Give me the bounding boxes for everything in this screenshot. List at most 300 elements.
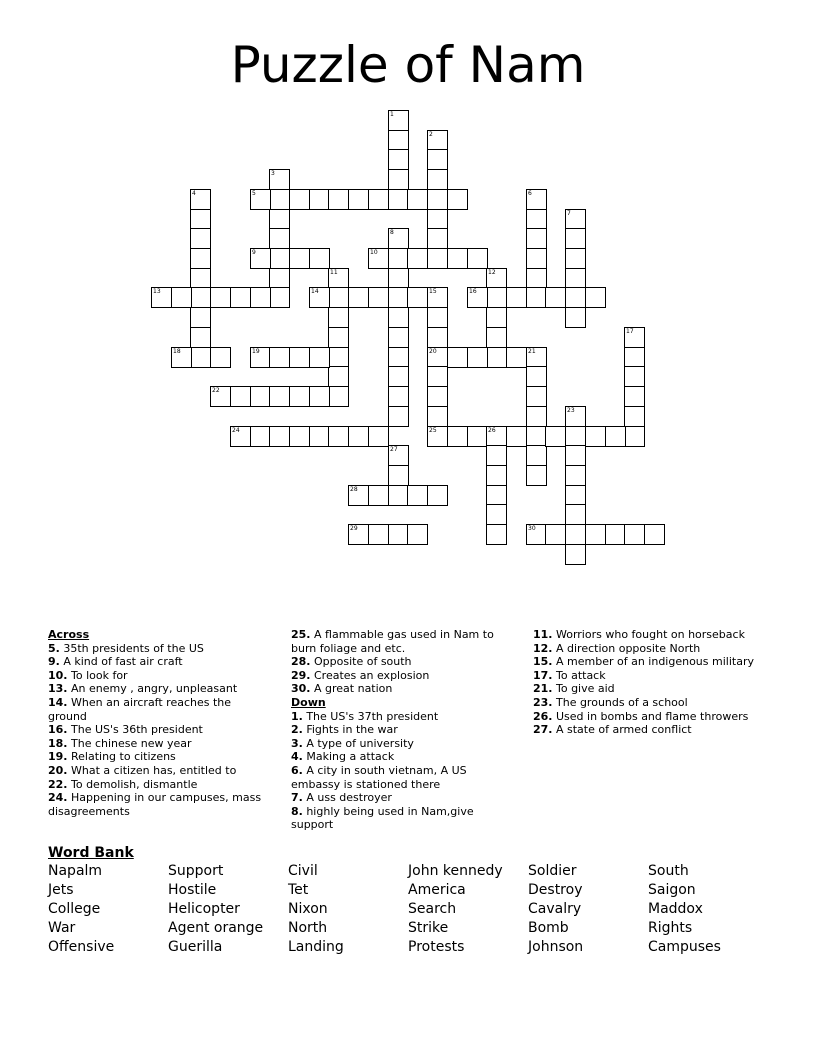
clue-text: Happening in our campuses, mass disagreements (48, 791, 262, 818)
grid-cell[interactable] (190, 268, 211, 289)
clue-item (291, 737, 516, 751)
grid-cell[interactable] (190, 307, 211, 328)
grid-cell[interactable] (328, 386, 349, 407)
word-bank-word: Guerilla (168, 939, 223, 955)
clue-number: 1. (291, 709, 303, 723)
word-bank-word: Hostile (168, 882, 217, 898)
clue-number: 23 (567, 407, 575, 414)
clue-item (48, 750, 273, 764)
grid-cell[interactable] (605, 426, 626, 447)
clue-text: Used in bombs and flame throwers (552, 709, 749, 723)
grid-cell[interactable] (388, 287, 409, 308)
clues-column-1 (48, 628, 273, 818)
word-bank-word: John kennedy (408, 863, 503, 879)
grid-cell[interactable] (269, 347, 290, 368)
grid-cell[interactable] (467, 347, 488, 368)
word-bank-word: Soldier (528, 863, 577, 879)
clue-number: 20. (48, 763, 68, 777)
clue-number: 3 (271, 170, 275, 177)
grid-cell[interactable] (388, 347, 409, 368)
clue-text: The US's 37th president (302, 709, 439, 723)
word-bank-word: Rights (648, 920, 693, 936)
grid-cell[interactable] (427, 248, 448, 269)
grid-cell[interactable] (328, 327, 349, 348)
grid-cell[interactable] (388, 524, 409, 545)
grid-cell[interactable] (289, 426, 310, 447)
grid-cell[interactable] (447, 248, 468, 269)
grid-cell[interactable] (565, 209, 586, 230)
clue-item (48, 655, 273, 669)
grid-cell[interactable] (190, 209, 211, 230)
word-bank-word: Maddox (648, 901, 703, 917)
clue-heading-down: Down (291, 695, 326, 709)
clue-item (291, 669, 516, 683)
word-bank-title: Word Bank (48, 845, 134, 861)
grid-cell[interactable] (486, 327, 507, 348)
clue-number: 2 (429, 131, 433, 138)
grid-cell[interactable] (565, 485, 586, 506)
grid-cell[interactable] (486, 287, 507, 308)
puzzle-title: Puzzle of Nam (230, 36, 586, 94)
grid-cell[interactable] (526, 268, 547, 289)
grid-cell[interactable] (388, 406, 409, 427)
grid-cell[interactable] (486, 524, 507, 545)
grid-cell[interactable] (486, 465, 507, 486)
clue-text: highly being used in Nam,give support (291, 804, 474, 832)
grid-cell[interactable] (388, 465, 409, 486)
clue-text: A direction opposite North (552, 641, 701, 655)
grid-cell[interactable] (388, 485, 409, 506)
grid-cell[interactable] (388, 189, 409, 210)
clue-number: 28 (350, 486, 358, 493)
grid-cell[interactable] (250, 189, 271, 210)
word-bank-word: Offensive (48, 939, 115, 955)
grid-cell[interactable] (565, 228, 586, 249)
grid-cell[interactable] (328, 347, 349, 368)
grid-cell[interactable] (190, 347, 211, 368)
grid-cell[interactable] (526, 366, 547, 387)
word-bank-word: Search (408, 901, 457, 917)
clue-heading-across: Across (48, 628, 90, 641)
grid-cell[interactable] (328, 268, 349, 289)
grid-cell[interactable] (427, 169, 448, 190)
grid-cell[interactable] (506, 426, 527, 447)
grid-cell[interactable] (388, 130, 409, 151)
clue-number: 9 (252, 249, 256, 256)
grid-cell[interactable] (624, 347, 645, 368)
clue-number: 9. (48, 655, 60, 669)
clue-text: 35th presidents of the US (59, 641, 204, 655)
word-bank-word: Campuses (648, 939, 721, 955)
grid-cell[interactable] (388, 268, 409, 289)
clue-number: 15. (533, 655, 553, 669)
clue-text: The grounds of a school (552, 695, 688, 709)
grid-cell[interactable] (467, 426, 488, 447)
clue-text: Opposite of south (310, 655, 412, 669)
grid-cell[interactable] (250, 248, 271, 269)
clue-number: 1 (390, 111, 394, 118)
grid-cell[interactable] (407, 524, 428, 545)
clue-text: The US's 36th president (67, 723, 203, 737)
clue-item (533, 669, 773, 683)
grid-cell[interactable] (565, 268, 586, 289)
grid-cell[interactable] (585, 287, 606, 308)
grid-cell[interactable] (624, 366, 645, 387)
clue-number: 14. (48, 695, 68, 709)
clue-number: 24. (48, 791, 68, 805)
clue-text: Relating to citizens (67, 750, 176, 764)
grid-cell[interactable] (309, 426, 330, 447)
grid-cell[interactable] (289, 347, 310, 368)
grid-cell[interactable] (624, 386, 645, 407)
grid-cell[interactable] (565, 524, 586, 545)
grid-cell[interactable] (309, 189, 330, 210)
grid-cell[interactable] (348, 189, 369, 210)
clue-text: An enemy , angry, unpleasant (67, 682, 238, 696)
clue-number: 2. (291, 723, 303, 737)
grid-cell[interactable] (388, 228, 409, 249)
grid-cell[interactable] (565, 544, 586, 565)
grid-cell[interactable] (250, 426, 271, 447)
clue-number: 13 (153, 288, 161, 295)
grid-cell[interactable] (585, 524, 606, 545)
grid-cell[interactable] (427, 386, 448, 407)
grid-cell[interactable] (545, 426, 566, 447)
word-bank-word: Landing (288, 939, 344, 955)
clue-text: Creates an explosion (310, 668, 430, 682)
grid-cell[interactable] (210, 287, 231, 308)
word-bank-word: Saigon (648, 882, 696, 898)
grid-cell[interactable] (289, 189, 310, 210)
clue-number: 11 (330, 269, 338, 276)
clue-number: 12 (488, 269, 496, 276)
grid-cell[interactable] (427, 209, 448, 230)
grid-cell[interactable] (250, 386, 271, 407)
clue-number: 27 (390, 446, 398, 453)
grid-cell[interactable] (190, 189, 211, 210)
grid-cell[interactable] (171, 347, 192, 368)
grid-cell[interactable] (388, 307, 409, 328)
clue-text: A uss destroyer (302, 791, 392, 805)
grid-cell[interactable] (565, 445, 586, 466)
grid-cell[interactable] (565, 406, 586, 427)
grid-cell[interactable] (427, 130, 448, 151)
clue-item (48, 682, 273, 696)
word-bank-word: Johnson (528, 939, 584, 955)
clue-number: 7. (291, 791, 303, 805)
clue-text: To demolish, dismantle (67, 777, 198, 791)
clue-item (533, 682, 773, 696)
grid-cell[interactable] (348, 287, 369, 308)
grid-cell[interactable] (269, 268, 290, 289)
clue-text: To look for (67, 668, 128, 682)
grid-cell[interactable] (368, 426, 389, 447)
grid-cell[interactable] (388, 248, 409, 269)
grid-cell[interactable] (526, 445, 547, 466)
grid-cell[interactable] (269, 189, 290, 210)
grid-cell[interactable] (289, 386, 310, 407)
clue-number: 7 (567, 210, 571, 217)
grid-cell[interactable] (486, 307, 507, 328)
grid-cell[interactable] (447, 426, 468, 447)
clue-number: 22 (212, 387, 220, 394)
grid-cell[interactable] (388, 110, 409, 131)
clue-text: What a citizen has, entitled to (67, 763, 237, 777)
clue-item (291, 805, 516, 832)
grid-cell[interactable] (348, 524, 369, 545)
grid-cell[interactable] (407, 485, 428, 506)
clue-item (533, 723, 773, 737)
grid-cell[interactable] (624, 327, 645, 348)
clue-number: 22. (48, 777, 68, 791)
word-bank-word: Civil (288, 863, 318, 879)
grid-cell[interactable] (526, 524, 547, 545)
word-bank-word: Protests (408, 939, 465, 955)
grid-cell[interactable] (486, 347, 507, 368)
grid-cell[interactable] (269, 228, 290, 249)
grid-cell[interactable] (269, 209, 290, 230)
clue-item (48, 778, 273, 792)
clue-item (291, 655, 516, 669)
grid-cell[interactable] (230, 386, 251, 407)
grid-cell[interactable] (486, 504, 507, 525)
clue-number: 16. (48, 723, 68, 737)
clue-text: A type of university (302, 736, 414, 750)
clue-number: 28. (291, 655, 311, 669)
clue-item (291, 791, 516, 805)
grid-cell[interactable] (526, 228, 547, 249)
grid-cell[interactable] (269, 169, 290, 190)
grid-cell[interactable] (526, 426, 547, 447)
grid-cell[interactable] (526, 406, 547, 427)
grid-cell[interactable] (526, 386, 547, 407)
grid-cell[interactable] (565, 307, 586, 328)
grid-cell[interactable] (427, 366, 448, 387)
grid-cell[interactable] (624, 406, 645, 427)
grid-cell[interactable] (250, 347, 271, 368)
word-bank-word: America (408, 882, 466, 898)
grid-cell[interactable] (368, 248, 389, 269)
clue-text: A member of an indigenous military (552, 655, 754, 669)
clue-number: 4 (192, 190, 196, 197)
clue-item (533, 642, 773, 656)
clue-number: 11. (533, 628, 553, 641)
clue-text: To attack (552, 668, 606, 682)
grid-cell[interactable] (368, 524, 389, 545)
clue-number: 20 (429, 348, 437, 355)
grid-cell[interactable] (348, 426, 369, 447)
word-bank-word: North (288, 920, 328, 936)
grid-cell[interactable] (427, 406, 448, 427)
grid-cell[interactable] (388, 366, 409, 387)
grid-cell[interactable] (190, 287, 211, 308)
grid-cell[interactable] (526, 287, 547, 308)
grid-cell[interactable] (309, 347, 330, 368)
grid-cell[interactable] (269, 248, 290, 269)
clue-text: A flammable gas used in Nam to burn foliage and etc. (291, 628, 494, 655)
word-bank-word: Tet (288, 882, 309, 898)
grid-cell[interactable] (151, 287, 172, 308)
grid-cell[interactable] (171, 287, 192, 308)
grid-cell[interactable] (565, 465, 586, 486)
clue-item (533, 655, 773, 669)
grid-cell[interactable] (427, 287, 448, 308)
clue-number: 25 (429, 427, 437, 434)
grid-cell[interactable] (526, 465, 547, 486)
grid-cell[interactable] (526, 347, 547, 368)
clue-number: 18 (173, 348, 181, 355)
clue-number: 17 (626, 328, 634, 335)
grid-cell[interactable] (269, 287, 290, 308)
grid-cell[interactable] (309, 287, 330, 308)
grid-cell[interactable] (368, 485, 389, 506)
grid-cell[interactable] (427, 307, 448, 328)
clue-text: The chinese new year (67, 736, 192, 750)
clue-number: 19 (252, 348, 260, 355)
word-bank-word: Nixon (288, 901, 328, 917)
grid-cell[interactable] (526, 189, 547, 210)
grid-cell[interactable] (506, 287, 527, 308)
clue-number: 4. (291, 750, 303, 764)
word-bank-word: Strike (408, 920, 449, 936)
clue-number: 8. (291, 804, 303, 818)
grid-cell[interactable] (427, 189, 448, 210)
grid-cell[interactable] (407, 248, 428, 269)
grid-cell[interactable] (447, 347, 468, 368)
grid-cell[interactable] (388, 327, 409, 348)
grid-cell[interactable] (289, 248, 310, 269)
grid-cell[interactable] (565, 504, 586, 525)
grid-cell[interactable] (328, 287, 349, 308)
clue-text: Making a attack (302, 750, 395, 764)
clue-number: 10 (370, 249, 378, 256)
clue-number: 21 (528, 348, 536, 355)
grid-cell[interactable] (545, 524, 566, 545)
grid-cell[interactable] (348, 485, 369, 506)
clue-text: A city in south vietnam, A US embassy is stationed there (291, 763, 467, 791)
clue-item (48, 696, 273, 723)
grid-cell[interactable] (427, 347, 448, 368)
grid-cell[interactable] (427, 149, 448, 170)
grid-cell[interactable] (328, 366, 349, 387)
clue-number: 24 (232, 427, 240, 434)
grid-cell[interactable] (624, 426, 645, 447)
clue-item (48, 764, 273, 778)
word-bank-word: South (648, 863, 689, 879)
grid-cell[interactable] (388, 445, 409, 466)
clue-text: To give aid (552, 682, 615, 696)
clue-number: 25. (291, 628, 311, 641)
grid-cell[interactable] (565, 287, 586, 308)
clue-text: A great nation (310, 682, 393, 696)
grid-cell[interactable] (486, 268, 507, 289)
clue-item (48, 723, 273, 737)
grid-cell[interactable] (269, 426, 290, 447)
grid-cell[interactable] (624, 524, 645, 545)
grid-cell[interactable] (309, 248, 330, 269)
grid-cell[interactable] (309, 386, 330, 407)
clue-number: 26 (488, 427, 496, 434)
clue-number: 13. (48, 682, 68, 696)
grid-cell[interactable] (368, 287, 389, 308)
grid-cell[interactable] (467, 248, 488, 269)
clue-number: 21. (533, 682, 553, 696)
grid-cell[interactable] (486, 426, 507, 447)
clue-number: 29 (350, 525, 358, 532)
clue-text: Fights in the war (302, 723, 398, 737)
grid-cell[interactable] (190, 228, 211, 249)
grid-cell[interactable] (605, 524, 626, 545)
grid-cell[interactable] (328, 307, 349, 328)
word-bank-word: Support (168, 863, 224, 879)
clue-item (533, 628, 773, 642)
clue-number: 14 (311, 288, 319, 295)
clue-item (533, 696, 773, 710)
grid-cell[interactable] (190, 327, 211, 348)
clue-item (48, 791, 273, 818)
word-bank-word: Destroy (528, 882, 583, 898)
grid-cell[interactable] (467, 287, 488, 308)
clue-number: 30 (528, 525, 536, 532)
grid-cell[interactable] (427, 485, 448, 506)
clue-number: 30. (291, 682, 311, 696)
grid-cell[interactable] (545, 287, 566, 308)
grid-cell[interactable] (269, 386, 290, 407)
word-bank-word: War (48, 920, 76, 936)
clue-number: 27. (533, 723, 553, 737)
grid-cell[interactable] (486, 445, 507, 466)
clue-item (291, 710, 516, 724)
grid-cell[interactable] (230, 287, 251, 308)
clue-number: 5 (252, 190, 256, 197)
grid-cell[interactable] (388, 149, 409, 170)
grid-cell[interactable] (565, 426, 586, 447)
grid-cell[interactable] (250, 287, 271, 308)
grid-cell[interactable] (407, 287, 428, 308)
grid-cell[interactable] (427, 426, 448, 447)
grid-cell[interactable] (328, 189, 349, 210)
grid-cell[interactable] (190, 248, 211, 269)
clues-column-2 (291, 628, 516, 832)
grid-cell[interactable] (368, 189, 389, 210)
grid-cell[interactable] (388, 169, 409, 190)
word-bank-word: Cavalry (528, 901, 582, 917)
grid-cell[interactable] (210, 386, 231, 407)
clue-number: 6 (528, 190, 532, 197)
clue-item (291, 628, 516, 655)
grid-cell[interactable] (486, 485, 507, 506)
grid-cell[interactable] (585, 426, 606, 447)
grid-cell[interactable] (447, 189, 468, 210)
grid-cell[interactable] (230, 426, 251, 447)
grid-cell[interactable] (526, 209, 547, 230)
grid-cell[interactable] (506, 347, 527, 368)
clue-number: 5. (48, 641, 60, 655)
grid-cell[interactable] (427, 327, 448, 348)
word-bank-word: Helicopter (168, 901, 240, 917)
word-bank-word: College (48, 901, 101, 917)
grid-cell[interactable] (565, 248, 586, 269)
grid-cell[interactable] (328, 426, 349, 447)
grid-cell[interactable] (388, 386, 409, 407)
word-bank-word: Napalm (48, 863, 103, 879)
grid-cell[interactable] (427, 228, 448, 249)
grid-cell[interactable] (407, 189, 428, 210)
grid-cell[interactable] (526, 248, 547, 269)
grid-cell[interactable] (210, 347, 231, 368)
word-bank-word: Agent orange (168, 920, 264, 936)
grid-cell[interactable] (644, 524, 665, 545)
